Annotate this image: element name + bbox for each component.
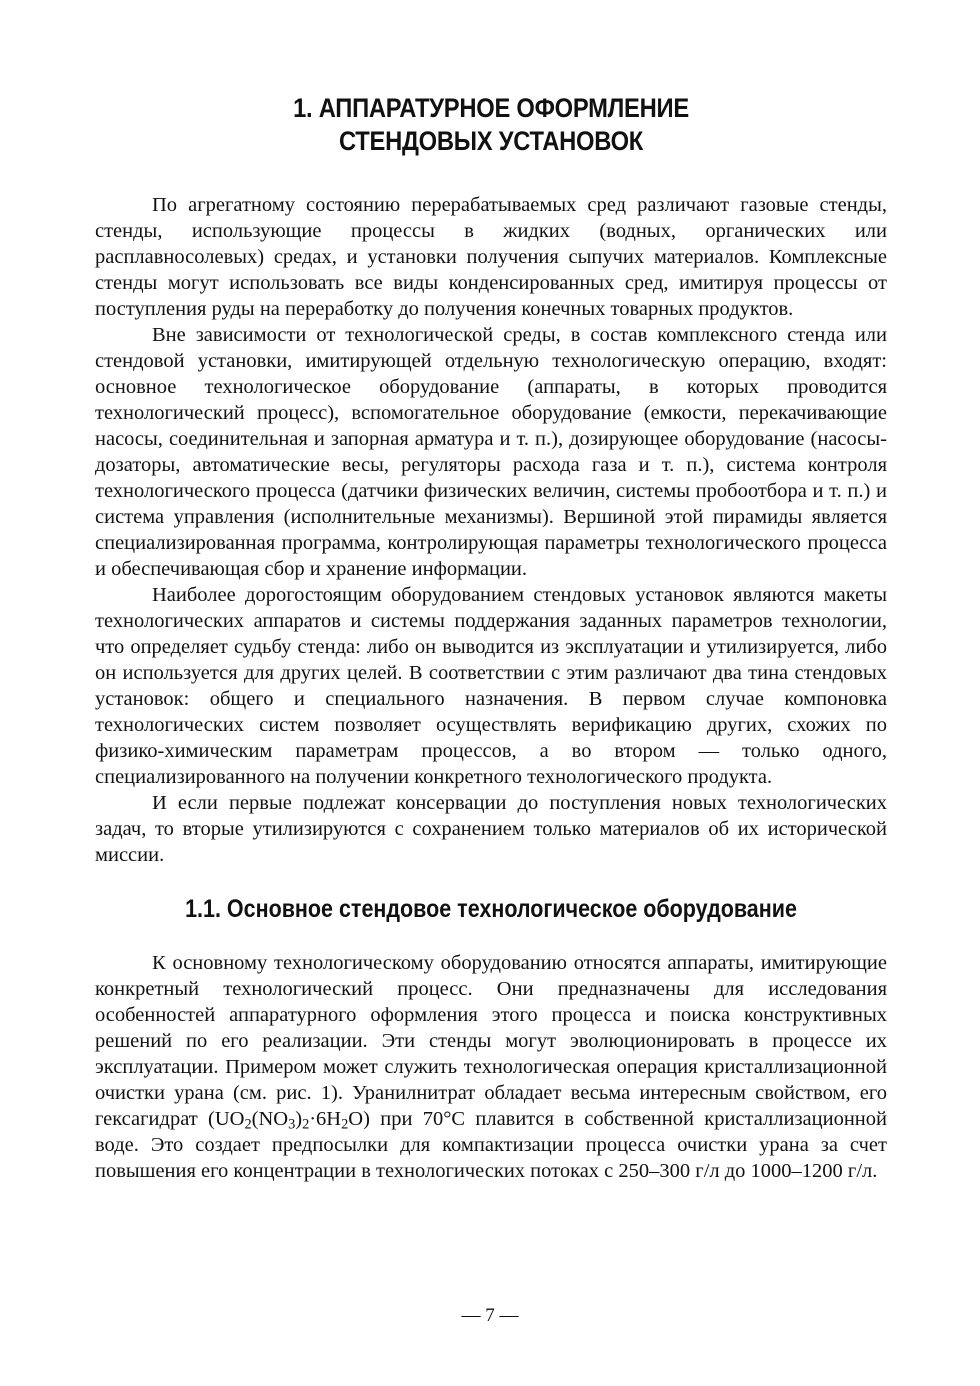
chapter-title-line-2: СТЕНДОВЫХ УСТАНОВОК [338, 126, 644, 156]
chapter-paragraph-3: Наиболее дорогостоящим оборудованием стендовых установок являются макеты технологических аппаратов и системы поддержания заданных параметров технологии, что определяет судьбу стенда: либо он выводится из эксплуатации и утилизируется, либо он используется для других целей. В соответствии с этим различают два тина стендовых установок: общего и специального назначения. В первом случае компоновка технологических систем позволяет осуществлять верификацию других, схожих по физико-химическим параметрам процессов, а во втором — только одного, специализированного на получении конкретного технологического продукта. [95, 584, 887, 788]
chemical-formula [214, 1108, 364, 1133]
section-title: 1.1. Основное стендовое технологическое оборудование [185, 895, 797, 923]
section-text-after-formula: ) при 70°С плавится в собственной кристаллизационной воде. Это создает предпосылки для компактизации процесса очистки урана за счет повышения его концентрации в технологических потоках с 250–300 г/л до 1000–1200 г/л. [95, 1108, 887, 1182]
section-text-before-formula: К основному технологическому оборудованию относятся аппараты, имитирующие конкретный технологический процесс. Они предназначены для исследования особенностей аппаратурного оформления этого процесса и поиска конструктивных решений по его реализации. Эти стенды могут эволюционировать в процессе их эксплуатации. Примером может служить технологическая операция кристаллизационной очистки урана (см. рис. 1). Уранилнитрат обладает весьма интересным свойством, его гексагидрат ( [95, 952, 887, 1130]
formula-part: O [348, 1108, 364, 1130]
formula-part: (NO [251, 1108, 289, 1130]
chapter-title-line-1: 1. АППАРАТУРНОЕ ОФОРМЛЕНИЕ [293, 93, 689, 123]
formula-subscript: 2 [302, 1116, 310, 1133]
formula-subscript: 3 [288, 1116, 296, 1133]
formula-part: ) [295, 1108, 303, 1130]
chapter-paragraph-1: По агрегатному состоянию перерабатываемых сред различают газовые стенды, стенды, использующие процессы в жидких (водных, органических или расплавносолевых) средах, и установки получения сыпучих материалов. Комплексные стенды могут использовать все виды конденсированных сред, имитируя процессы от поступления руды на переработку до получения конечных товарных продуктов. [95, 194, 887, 320]
section-paragraph-1 [95, 950, 887, 1184]
chapter-paragraph-2: Вне зависимости от технологической среды, в состав комплексного стенда или стендовой установки, имитирующей отдельную технологическую операцию, входят: основное технологическое оборудование (аппараты, в которых проводится технологический процесс), вспомогательное оборудование (емкости, перекачивающие насосы, соединительная и запорная арматура и т. п.), дозирующее оборудование (насосы-дозаторы, автоматические весы, регуляторы расхода газа и т. п.), система контроля технологического процесса (датчики физических величин, системы пробоотбора и т. п.) и система управления (исполнительные механизмы). Вершиной этой пирамиды является специализированная программа, контролирующая параметры технологического процесса и обеспечивающая сбор и хранение информации. [95, 324, 887, 580]
formula-part: UO [214, 1108, 245, 1130]
document-page [95, 92, 887, 1184]
formula-subscript: 2 [341, 1116, 349, 1133]
chapter-paragraph-4: И если первые подлежат консервации до поступления новых технологических задач, то вторые утилизируются с сохранением только материалов об их исторической миссии. [95, 792, 887, 866]
chapter-title [143, 92, 840, 158]
formula-part: ·6H [309, 1108, 342, 1130]
page-number: — 7 — [461, 1305, 519, 1326]
formula-subscript: 2 [244, 1116, 252, 1133]
